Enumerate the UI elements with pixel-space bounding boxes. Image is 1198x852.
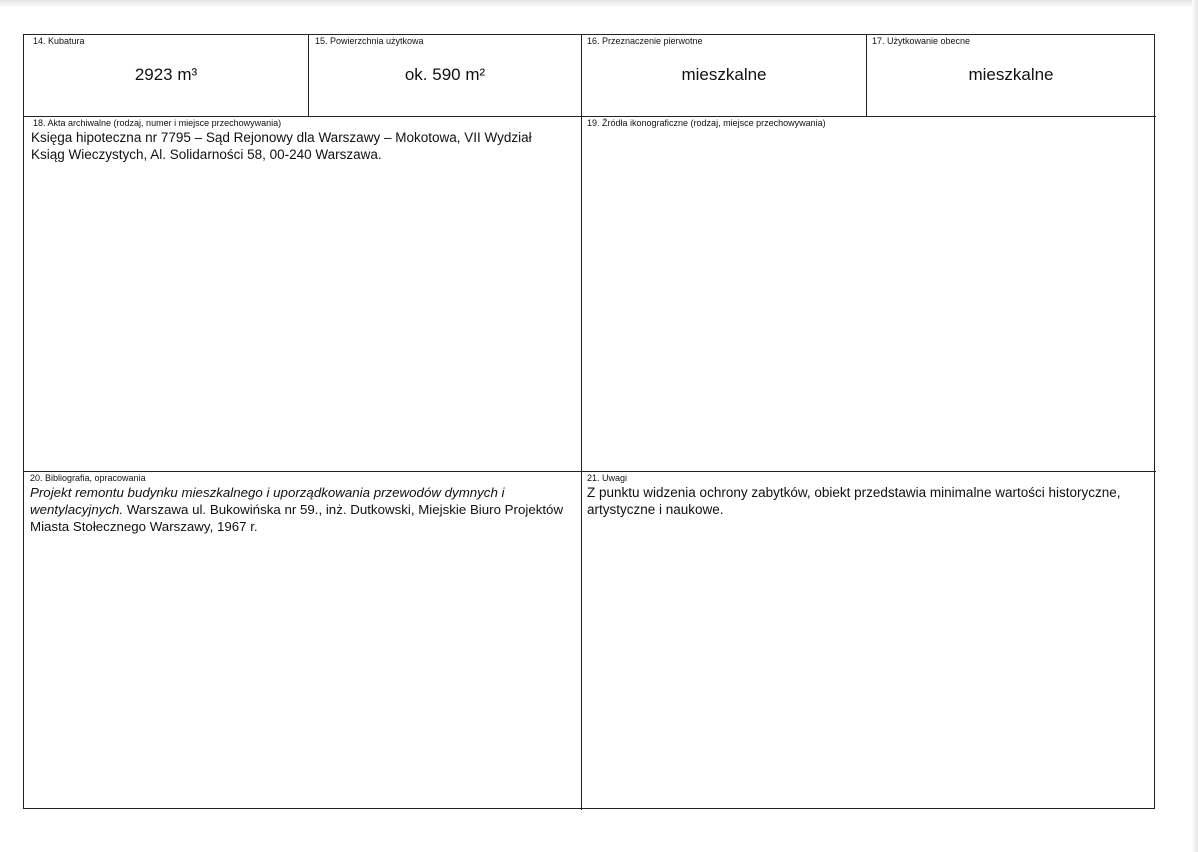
field-18-archival-records [24, 117, 581, 471]
field-value: 2923 m³ [134, 65, 198, 84]
scan-edge-right [1192, 0, 1198, 852]
field-value: mieszkalne [968, 65, 1054, 84]
field-label: 17. Użytkowanie obecne [872, 36, 971, 46]
bibliography-title: Projekt remontu budynku mieszkalnego i uporządkowania przewodów dymnych i wentylacyjnych. [30, 485, 505, 517]
field-value: mieszkalne [681, 65, 767, 84]
field-label: 15. Powierzchnia użytkowa [315, 36, 424, 46]
field-label: 18. Akta archiwalne (rodzaj, numer i miejsce przechowywania) [33, 118, 282, 128]
field-19-iconographic-sources [582, 117, 1155, 471]
field-16-original-purpose [582, 35, 866, 116]
field-20-bibliography [24, 472, 581, 809]
field-value: ok. 590 m² [404, 65, 486, 84]
field-17-current-use [867, 35, 1155, 116]
field-21-remarks [582, 472, 1155, 809]
field-14-volume [24, 35, 308, 116]
field-label: 14. Kubatura [33, 36, 85, 46]
record-form [23, 34, 1155, 809]
bibliography-details: Warszawa ul. Bukowińska nr 59., inż. Dutkowski, Miejskie Biuro Projektów Miasta Stołecznego Warszawy, 1967 r. [30, 502, 564, 534]
field-label: 21. Uwagi [587, 473, 628, 483]
field-text [30, 484, 578, 535]
field-text: Księga hipoteczna nr 7795 – Sąd Rejonowy dla Warszawy – Mokotowa, VII Wydział Ksiąg Wieczystych, Al. Solidarności 58, 00-240 Warszawa. [31, 130, 532, 162]
field-label: 19. Źródła ikonograficzne (rodzaj, miejsce przechowywania) [587, 118, 826, 128]
field-label: 20. Bibliografia, opracowania [30, 473, 146, 483]
scan-edge-top [0, 0, 1198, 8]
field-text: Z punktu widzenia ochrony zabytków, obiekt przedstawia minimalne wartości historyczne, artystyczne i naukowe. [587, 485, 1121, 517]
field-15-usable-area [309, 35, 581, 116]
field-label: 16. Przeznaczenie pierwotne [587, 36, 703, 46]
